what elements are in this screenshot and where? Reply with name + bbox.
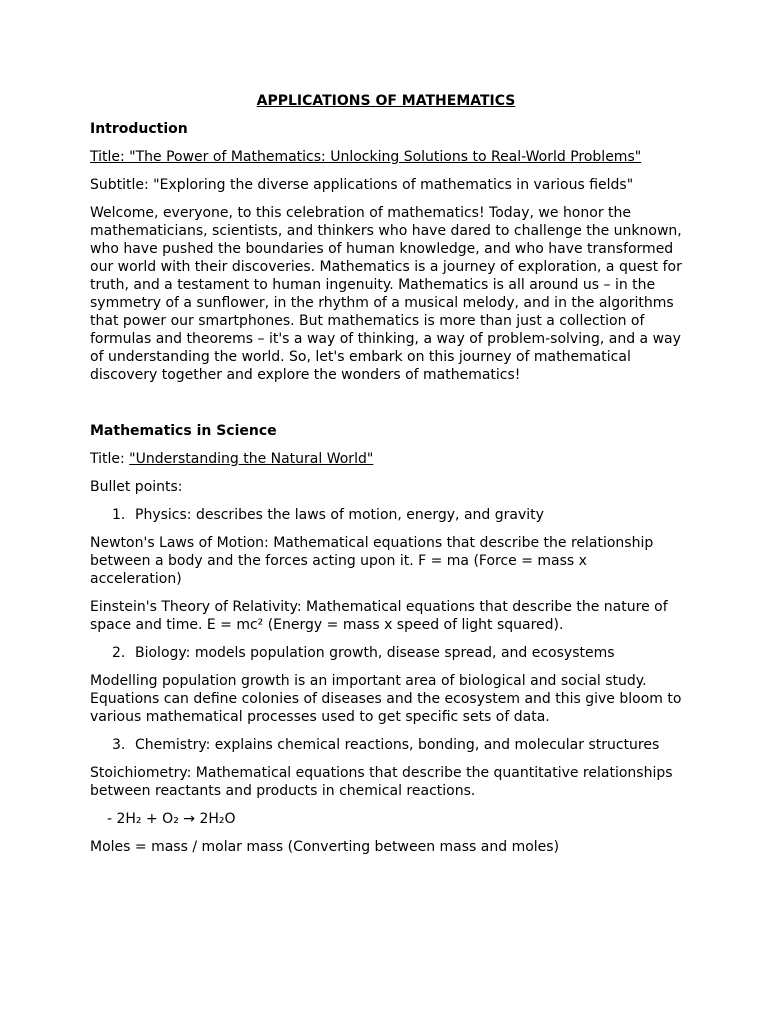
list-number: 2. xyxy=(112,645,126,661)
list-number: 1. xyxy=(112,507,126,523)
stoichiometry-paragraph: Stoichiometry: Mathematical equations that describe the quantitative relationships between reactants and products in chemical reactions. xyxy=(90,765,673,799)
list-item-text: Physics: describes the laws of motion, energy, and gravity xyxy=(135,507,544,523)
list-item-text: Biology: models population growth, disease spread, and ecosystems xyxy=(135,645,615,661)
population-paragraph: Modelling population growth is an important area of biological and social study. Equations can define colonies of diseases and the ecosystem and this give bloom to various mathematical processes used to get specific sets of data. xyxy=(90,673,682,725)
intro-heading: Introduction xyxy=(90,121,188,137)
science-title-line xyxy=(90,450,682,468)
document-title: APPLICATIONS OF MATHEMATICS xyxy=(256,93,516,109)
list-item-chemistry xyxy=(90,736,682,754)
list-item-biology xyxy=(90,644,682,662)
moles-paragraph: Moles = mass / molar mass (Converting between mass and moles) xyxy=(90,839,560,855)
list-item-physics xyxy=(90,506,682,524)
chemical-equation: - 2H₂ + O₂ → 2H₂O xyxy=(107,811,236,827)
science-title-prefix: Title: xyxy=(90,451,130,467)
section-spacer xyxy=(90,394,682,422)
list-number: 3. xyxy=(112,737,126,753)
einstein-paragraph: Einstein's Theory of Relativity: Mathematical equations that describe the nature of space and time. E = mc² (Energy = mass x speed of light squared). xyxy=(90,599,668,633)
document-page xyxy=(90,92,682,866)
intro-subtitle-line: Subtitle: "Exploring the diverse applications of mathematics in various fields" xyxy=(90,177,634,193)
intro-title-line: Title: "The Power of Mathematics: Unlocking Solutions to Real-World Problems" xyxy=(90,149,642,165)
science-heading: Mathematics in Science xyxy=(90,423,277,439)
bullet-points-label: Bullet points: xyxy=(90,479,183,495)
list-item-text: Chemistry: explains chemical reactions, bonding, and molecular structures xyxy=(135,737,660,753)
newton-paragraph: Newton's Laws of Motion: Mathematical equations that describe the relationship between a body and the forces acting upon it. F = ma (Force = mass x acceleration) xyxy=(90,535,654,587)
science-title-text: "Understanding the Natural World" xyxy=(129,451,374,467)
intro-body-paragraph: Welcome, everyone, to this celebration of mathematics! Today, we honor the mathematicians, scientists, and thinkers who have dared to challenge the unknown, who have pushed the boundaries of human knowledge, and who have transformed our world with their discoveries. Mathematics is a journey of exploration, a quest for truth, and a testament to human ingenuity. Mathematics is all around us – in the symmetry of a sunflower, in the rhythm of a musical melody, and in the algorithms that power our smartphones. But mathematics is more than just a collection of formulas and theorems – it's a way of thinking, a way of problem-solving, and a way of understanding the world. So, let's embark on this journey of mathematical discovery together and explore the wonders of mathematics! xyxy=(90,205,682,383)
